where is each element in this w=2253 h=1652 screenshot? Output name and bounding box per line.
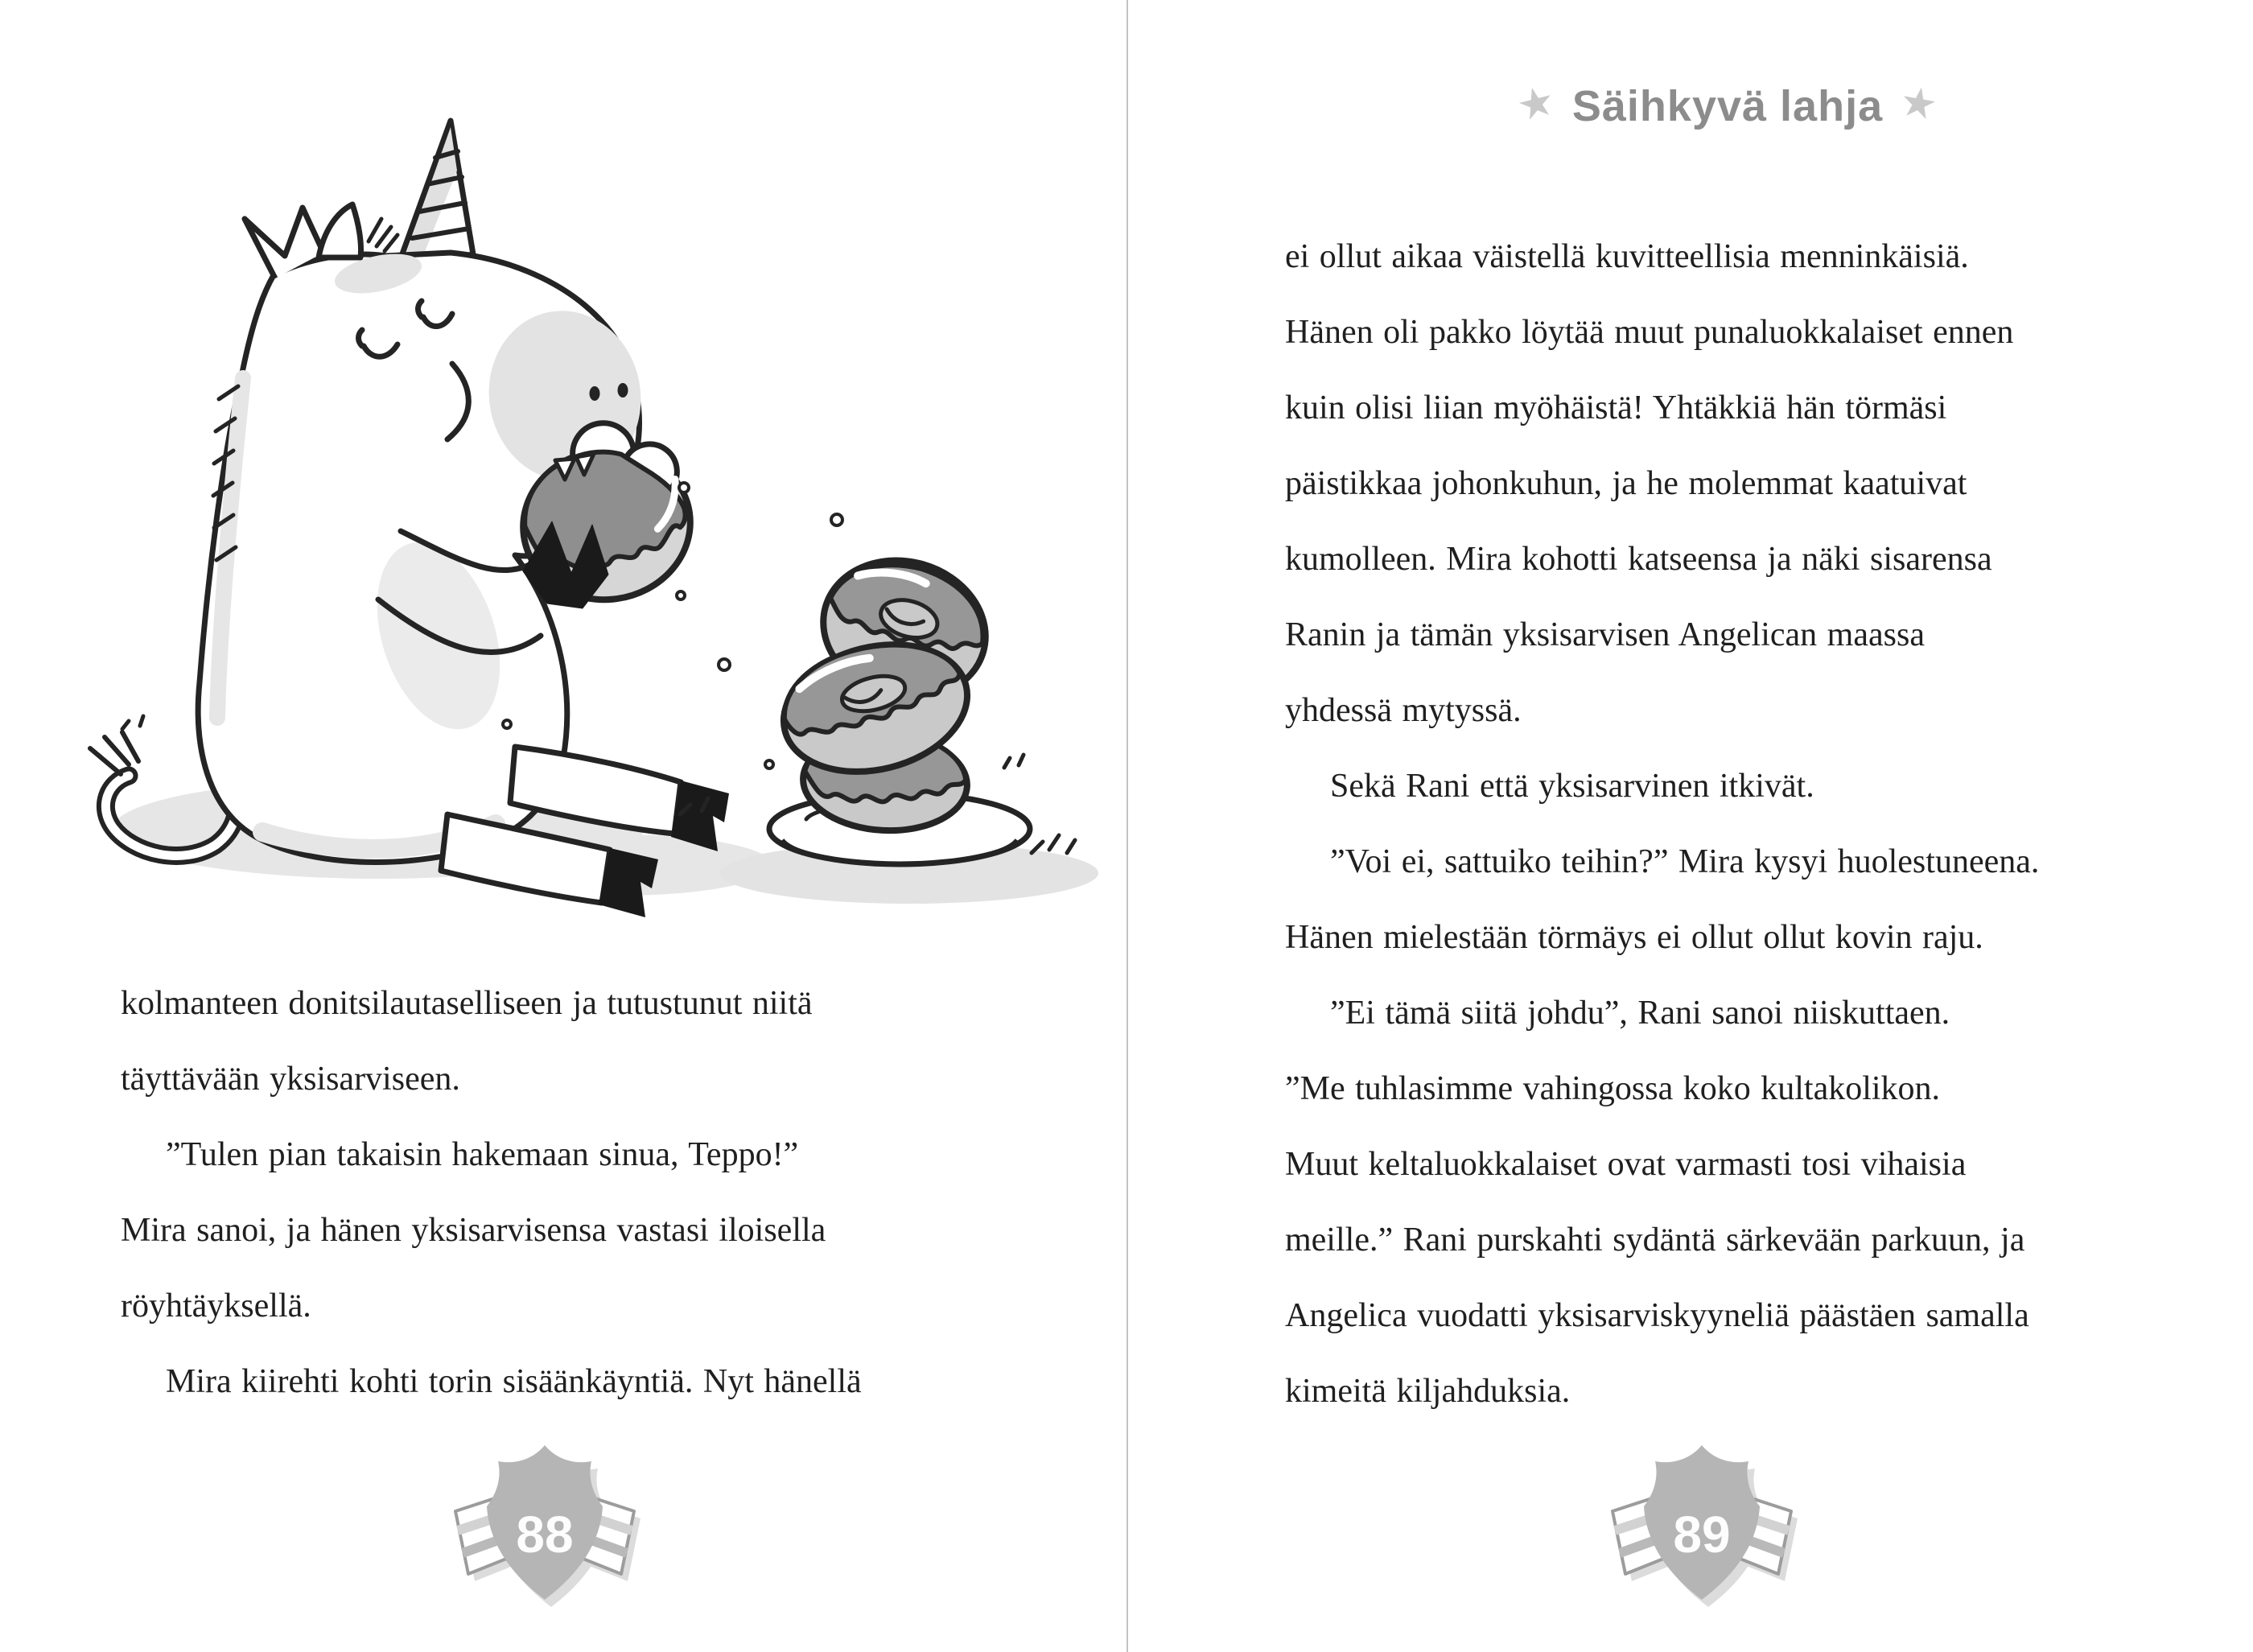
unicorn-horn	[397, 121, 473, 267]
right-page-text	[1285, 219, 2174, 1429]
text-line: ei ollut aikaa väistellä kuvitteellisia menninkäisiä.	[1285, 238, 1969, 275]
text-line: Ranin ja tämän yksisarvisen Angelican maassa	[1285, 616, 1925, 653]
text-line: Mira kiirehti kohti torin sisäänkäyntiä. Nyt hänellä	[166, 1363, 862, 1400]
left-page-text	[121, 966, 1014, 1419]
unicorn-illustration	[0, 0, 1126, 974]
text-line: Sekä Rani että yksisarvinen itkivät.	[1330, 768, 1814, 805]
text-line: ”Ei tämä siitä johdu”, Rani sanoi niiskuttaen.	[1330, 995, 1950, 1032]
nostril	[590, 386, 600, 401]
text-line: Muut keltaluokkalaiset ovat varmasti tosi vihaisia	[1285, 1146, 1967, 1183]
page-left	[0, 0, 1126, 1652]
text-line: röyhtäyksellä.	[121, 1287, 311, 1324]
chapter-title: Säihkyvä lahja	[1571, 82, 1884, 130]
page-number: 89	[1673, 1506, 1731, 1563]
text-line: ”Voi ei, sattuiko teihin?” Mira kysyi huolestuneena.	[1330, 843, 2040, 880]
text-line: kimeitä kiljahduksia.	[1285, 1373, 1571, 1410]
nostril	[618, 383, 628, 398]
star-icon: ★	[1898, 79, 1940, 127]
donut-stack	[770, 542, 1002, 834]
chapter-header	[1285, 79, 2170, 130]
text-line: kuin olisi liian myöhäistä! Yhtäkkiä hän törmäsi	[1285, 389, 1947, 426]
text-line: meille.” Rani purskahti sydäntä särkevään parkuun, ja	[1285, 1221, 2025, 1259]
text-line: Mira sanoi, ja hänen yksisarvisensa vastasi iloisella	[121, 1212, 826, 1249]
text-line: kolmanteen donitsilautaselliseen ja tutustunut niitä	[121, 985, 813, 1022]
page-right	[1126, 0, 2253, 1652]
unicorn-ear	[319, 204, 361, 257]
text-line: kumolleen. Mira kohotti katseensa ja näki sisarensa	[1285, 541, 1992, 578]
star-icon: ★	[1514, 78, 1558, 128]
page-number-badge	[444, 1437, 645, 1610]
text-line: ”Tulen pian takaisin hakemaan sinua, Teppo!”	[166, 1136, 799, 1173]
page-number-badge	[1601, 1437, 1802, 1610]
page-number: 88	[516, 1506, 574, 1563]
text-line: Hänen mielestään törmäys ei ollut ollut kovin raju.	[1285, 919, 1983, 956]
text-line: päistikkaa johonkuhun, ja he molemmat kaatuivat	[1285, 465, 1967, 502]
text-line: yhdessä mytyssä.	[1285, 692, 1522, 729]
text-line: ”Me tuhlasimme vahingossa koko kultakolikon.	[1285, 1070, 1941, 1107]
text-line: Angelica vuodatti yksisarviskyyneliä päästäen samalla	[1285, 1297, 2029, 1334]
text-line: Hänen oli pakko löytää muut punaluokkalaiset ennen	[1285, 314, 2014, 351]
text-line: täyttävään yksisarviseen.	[121, 1061, 460, 1098]
